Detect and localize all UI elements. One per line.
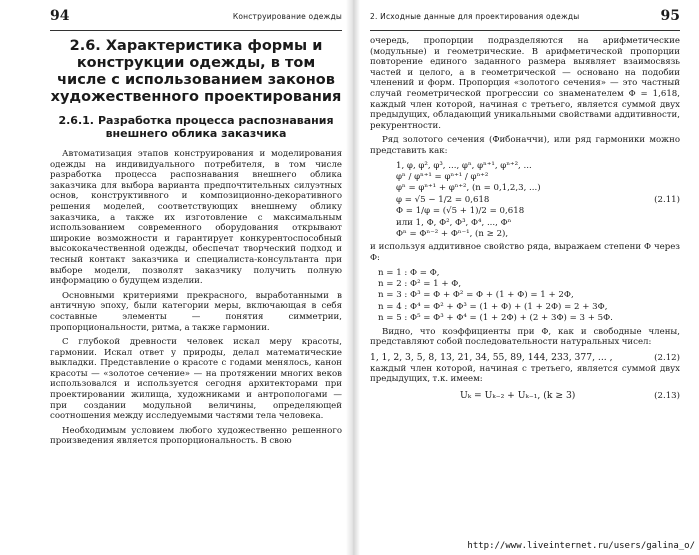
- right-header-title: 2. Исходные данные для проектирования одежды: [370, 12, 580, 21]
- fibonacci-sequence: [370, 352, 680, 364]
- power-line: n = 5 : Φ⁵ = Φ³ + Φ⁴ = (1 + 2Φ) + (2 + 3Φ) = 3 + 5Φ.: [378, 313, 613, 324]
- equation-number: (2.11): [654, 194, 680, 205]
- left-running-head: [50, 8, 342, 31]
- fibonacci-formulas: [370, 161, 680, 241]
- paragraph: Основными критериями прекрасного, выработанными в античную эпоху, были категории меры, включающая в себя составные элементы — понятия симметрии, пропорциональности, ритма, а также гармонии.: [50, 290, 342, 333]
- subsection-title-text: Разработка процесса распознавания внешнего облика заказчика: [97, 114, 334, 140]
- section-title: 2.6. Характеристика формы и конструкции одежды, в том числе с использованием законов художественного проектирования: [50, 38, 342, 105]
- equation-number: (2.12): [654, 352, 680, 363]
- formula-line: [370, 195, 680, 206]
- formula-line: φⁿ = φⁿ⁺¹ + φⁿ⁺², (n = 0,1,2,3, ...): [396, 183, 541, 194]
- book-gutter: [346, 0, 360, 555]
- subsection-title: [50, 114, 342, 140]
- power-line: n = 3 : Φ³ = Φ + Φ² = Φ + (1 + Φ) = 1 + 2Φ,: [378, 290, 574, 301]
- left-page-number: 94: [50, 8, 70, 24]
- right-running-head: [370, 8, 680, 31]
- formula-line: φⁿ / φⁿ⁺¹ = φⁿ⁺¹ / φⁿ⁺²: [396, 171, 489, 182]
- formula-line: или 1, Φ, Φ², Φ³, Φ⁴, ..., Φⁿ: [396, 217, 512, 228]
- paragraph: Необходимым условием любого художественно решенного произведения является пропорциональность. В свою: [50, 425, 342, 447]
- left-header-title: Конструирование одежды: [232, 12, 342, 21]
- watermark-url: http://www.liveinternet.ru/users/galina_o/: [467, 541, 695, 551]
- paragraph: очередь, пропорции подразделяются на арифметические (модульные) и геометрические. В арифметической пропорции повторение единого заданного размера выявляет взаимосвязь частей и целого, а в геометрической — основано на подобии членений и форм. Пропорция «золотого сечения» — это частный случай геометрической прогрессии со знаменателем Φ = 1,618, каждый член которой, начиная с третьего, является суммой двух предыдущих, обладающий уникальными свойствами аддитивности, рекурентности.: [370, 36, 680, 131]
- subsection-number: 2.6.1.: [58, 114, 94, 127]
- left-page-body: [50, 38, 342, 451]
- power-line: n = 2 : Φ² = 1 + Φ,: [378, 278, 462, 289]
- power-line: n = 4 : Φ⁴ = Φ² + Φ³ = (1 + Φ) + (1 + 2Φ) = 2 + 3Φ,: [378, 301, 608, 312]
- left-page: [8, 0, 346, 555]
- right-page: [360, 0, 692, 555]
- recurrence-formula: [370, 389, 680, 403]
- paragraph: каждый член которой, начиная с третьего, является суммой двух предыдущих, т.к. имеем:: [370, 363, 680, 385]
- power-line: n = 1 : Φ = Φ,: [378, 267, 440, 278]
- paragraph: и используя аддитивное свойство ряда, выражаем степени Φ через Φ:: [370, 242, 680, 263]
- formula-line: 1, φ, φ², φ³, ..., φⁿ, φⁿ⁺¹, φⁿ⁺², ...: [396, 160, 532, 171]
- power-formulas: [370, 268, 680, 325]
- formula-text: φ = √5 − 1/2 = 0,618: [396, 194, 490, 205]
- paragraph: Автоматизация этапов конструирования и моделирования одежды на индивидуального потребителя, в том числе разработка процесса распознавания внешнего облика заказчика для выбора варианта предпочтительных силуэтных основ, конструктивного и композиционно-декоративного решения моделей, соответствующих внешнему облику заказчика, а также их изготовление с максимальным использованием современного оборудования открывают широкие возможности и гарантирует конкурентоспособный высококачественной одежды, обеспечат творческий подход и тесный контакт заказчика и специалиста-консультанта при выборе модели, позволят заказчику получить полную информацию о будущем изделии.: [50, 149, 342, 287]
- right-page-number: 95: [660, 8, 680, 24]
- paragraph: Видно, что коэффициенты при Φ, как и свободные члены, представляют собой последовательности натуральных чисел:: [370, 326, 680, 348]
- formula-line: Φ = 1/φ = (√5 + 1)/2 = 0,618: [396, 206, 525, 217]
- formula-text: Uₖ = Uₖ₋₂ + Uₖ₋₁, (k ≥ 3): [460, 389, 576, 401]
- formula-line: Φⁿ = Φⁿ⁻² + Φⁿ⁻¹, (n ≥ 2),: [396, 228, 509, 239]
- paragraph: Ряд золотого сечения (Фибоначчи), или ряд гармоники можно представить как:: [370, 135, 680, 156]
- paragraph: С глубокой древности человек искал меру красоты, гармонии. Искал ответ у природы, делал математические выкладки. Представление о красоте с годами менялось, канон красоты — «золотое сечение» — на протяжении многих веков использовался и используется сегодня архитекторами при проектировании жилища, художниками и антропологами — при создании модульной величины, определяющей соотношения между исследуемыми частями тела человека.: [50, 337, 342, 422]
- right-page-body: [370, 36, 680, 403]
- equation-number: (2.13): [654, 390, 680, 401]
- sequence-text: 1, 1, 2, 3, 5, 8, 13, 21, 34, 55, 89, 144, 233, 377, ... ,: [370, 351, 613, 363]
